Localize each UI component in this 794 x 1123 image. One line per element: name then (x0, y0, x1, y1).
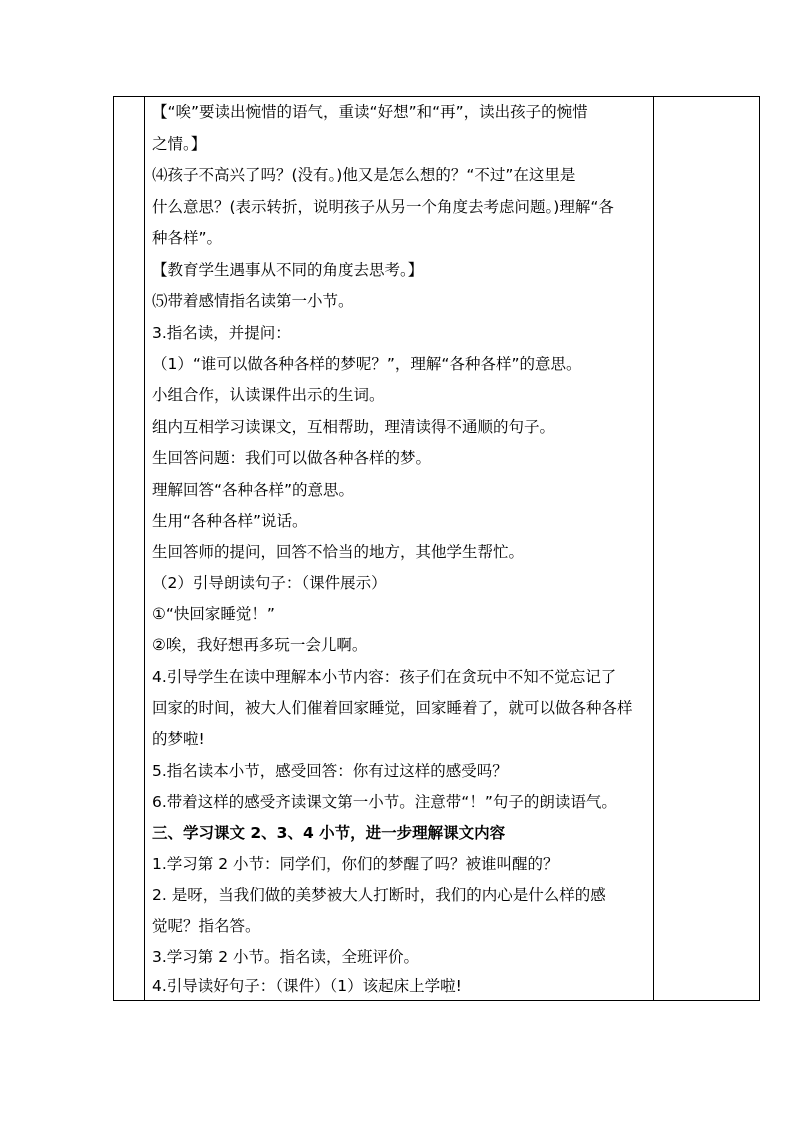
text-line: （2）引导朗读句子：（课件展示） (152, 574, 387, 592)
text-line: 【“唉”要读出惋惜的语气，重读“好想”和“再”，读出孩子的惋惜 (152, 103, 588, 121)
text-line: （1）“谁可以做各种各样的梦呢？”，理解“各种各样”的意思。 (152, 355, 582, 373)
text-line: 2. 是呀，当我们做的美梦被大人打断时，我们的内心是什么样的感 (152, 886, 606, 904)
text-line: 【教育学生遇事从不同的角度去思考。】 (152, 261, 424, 279)
text-line: 理解回答“各种各样”的意思。 (152, 481, 355, 499)
text-line: 之情。】 (152, 135, 207, 153)
text-line: 小组合作，认读课件出示的生词。 (152, 386, 385, 404)
text-line: ①“快回家睡觉！” (152, 605, 275, 623)
text-line: ②唉，我好想再多玩一会儿啊。 (152, 636, 368, 654)
text-line: 4.引导读好句子：（课件）（1）该起床上学啦! (152, 977, 462, 995)
text-line: 5.指名读本小节，感受回答：你有过这样的感受吗？ (152, 762, 508, 780)
text-line: 的梦啦! (152, 730, 205, 748)
section-heading: 三、学习课文 2、3、4 小节，进一步理解课文内容 (152, 824, 506, 842)
text-line: 3.指名读，并提问： (152, 324, 291, 342)
text-line: 什么意思？(表示转折，说明孩子从另一个角度去考虑问题。)理解“各 (152, 198, 614, 216)
text-line: 4.引导学生在读中理解本小节内容：孩子们在贪玩中不知不觉忘记了 (152, 668, 617, 686)
text-line: 生回答问题：我们可以做各种各样的梦。 (152, 449, 432, 467)
text-line: 3.学习第 2 小节。指名读，全班评价。 (152, 948, 420, 966)
table-left-column (114, 97, 145, 1000)
text-line: 组内互相学习读课文，互相帮助，理清读得不通顺的句子。 (152, 418, 556, 436)
text-line: 生用“各种各样”说话。 (152, 512, 308, 530)
table-content-cell (145, 97, 655, 1000)
text-line: 6.带着这样的感受齐读课文第一小节。注意带“！”句子的朗读语气。 (152, 793, 617, 811)
text-line: 回家的时间，被大人们催着回家睡觉，回家睡着了，就可以做各种各样 (152, 699, 633, 717)
lesson-plan-table (113, 96, 760, 1001)
table-right-column (653, 97, 759, 1000)
text-line: 种各样”。 (152, 229, 223, 247)
text-line: ⑸带着感情指名读第一小节。 (152, 292, 354, 310)
text-line: 觉呢？指名答。 (152, 917, 261, 935)
text-line: 生回答师的提问，回答不恰当的地方，其他学生帮忙。 (152, 543, 525, 561)
text-line: 1.学习第 2 小节：同学们，你们的梦醒了吗？被谁叫醒的？ (152, 855, 559, 873)
text-line: ⑷孩子不高兴了吗？(没有。)他又是怎么想的？“不过”在这里是 (152, 166, 576, 184)
